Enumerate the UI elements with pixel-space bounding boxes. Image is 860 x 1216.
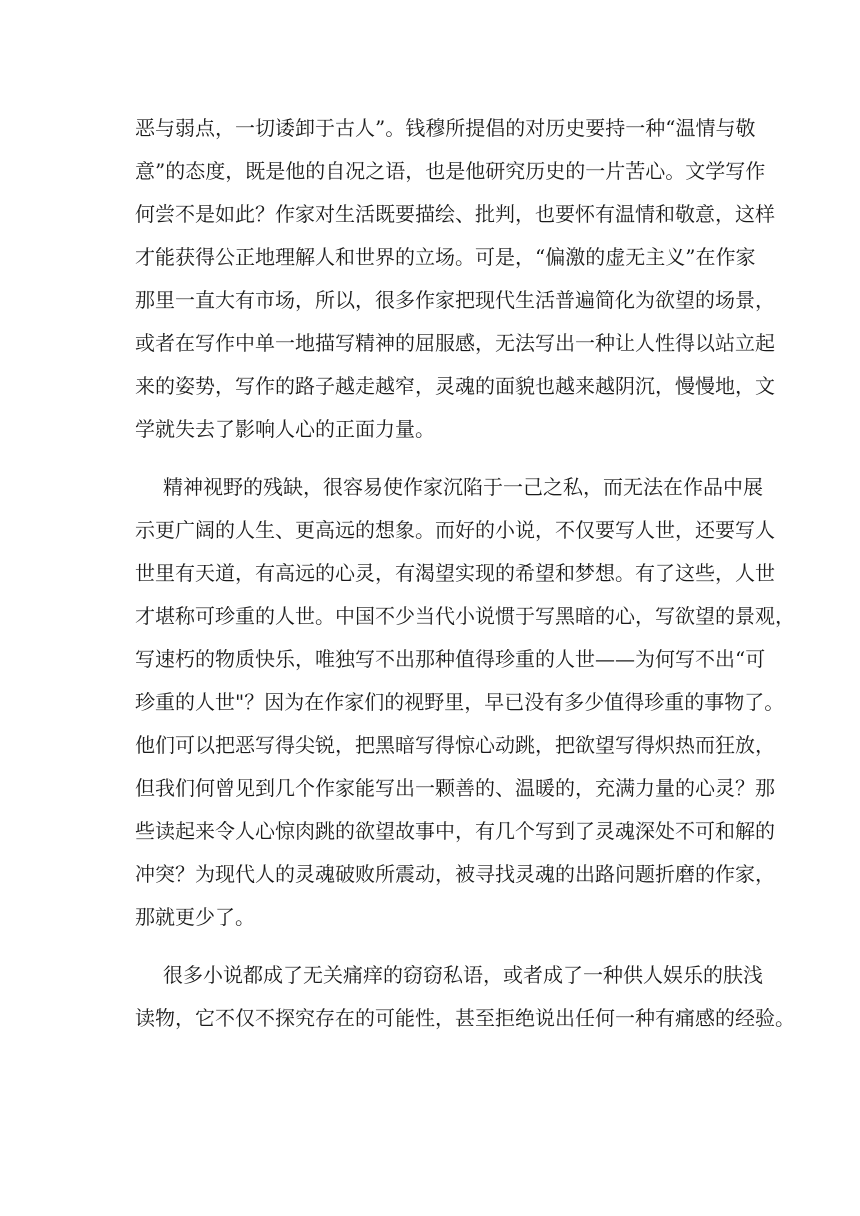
paragraph-line: 才堪称可珍重的人世。中国不少当代小说惯于写黑暗的心，写欲望的景观， xyxy=(135,604,795,628)
paragraph-line: 些读起来令人心惊肉跳的欲望故事中，有几个写到了灵魂深处不可和解的 xyxy=(135,819,775,843)
paragraph-line: 学就失去了影响人心的正面力量。 xyxy=(135,417,435,441)
paragraph-line: 那就更少了。 xyxy=(135,905,255,929)
paragraph-line: 写速朽的物质快乐，唯独写不出那种值得珍重的人世——为何写不出“可 xyxy=(135,647,766,671)
paragraph-line: 意”的态度，既是他的自况之语，也是他研究历史的一片苦心。文学写作 xyxy=(135,159,766,183)
paragraph-line: 他们可以把恶写得尖锐，把黑暗写得惊心动跳，把欲望写得炽热而狂放， xyxy=(135,733,775,757)
paragraph-line: 何尝不是如此？作家对生活既要描绘、批判，也要怀有温情和敬意，这样 xyxy=(135,202,775,226)
paragraph-line: 才能获得公正地理解人和世界的立场。可是，“偏激的虚无主义”在作家 xyxy=(135,245,756,269)
paragraph-line: 很多小说都成了无关痛痒的窃窃私语，或者成了一种供人娱乐的肤浅 xyxy=(163,963,763,987)
paragraph-line: 冲突？为现代人的灵魂破败所震动，被寻找灵魂的出路问题折磨的作家， xyxy=(135,862,775,886)
paragraph-line: 或者在写作中单一地描写精神的屈服感，无法写出一种让人性得以站立起 xyxy=(135,331,775,355)
paragraph-line: 那里一直大有市场，所以，很多作家把现代生活普遍简化为欲望的场景， xyxy=(135,288,775,312)
paragraph-line: 读物，它不仅不探究存在的可能性，甚至拒绝说出任何一种有痛感的经验。 xyxy=(135,1006,795,1030)
paragraph-line: 精神视野的残缺，很容易使作家沉陷于一己之私，而无法在作品中展 xyxy=(163,475,763,499)
paragraph-line: 珍重的人世"？因为在作家们的视野里，早已没有多少值得珍重的事物了。 xyxy=(135,690,785,714)
paragraph-line: 来的姿势，写作的路子越走越窄，灵魂的面貌也越来越阴沉，慢慢地，文 xyxy=(135,374,775,398)
paragraph-line: 世里有天道，有高远的心灵，有渴望实现的希望和梦想。有了这些，人世 xyxy=(135,561,775,585)
paragraph-line: 恶与弱点，一切诿卸于古人”。钱穆所提倡的对历史要持一种“温情与敬 xyxy=(135,116,756,140)
paragraph-line: 但我们何曾见到几个作家能写出一颗善的、温暖的，充满力量的心灵？那 xyxy=(135,776,775,800)
paragraph-line: 示更广阔的人生、更高远的想象。而好的小说，不仅要写人世，还要写人 xyxy=(135,518,775,542)
